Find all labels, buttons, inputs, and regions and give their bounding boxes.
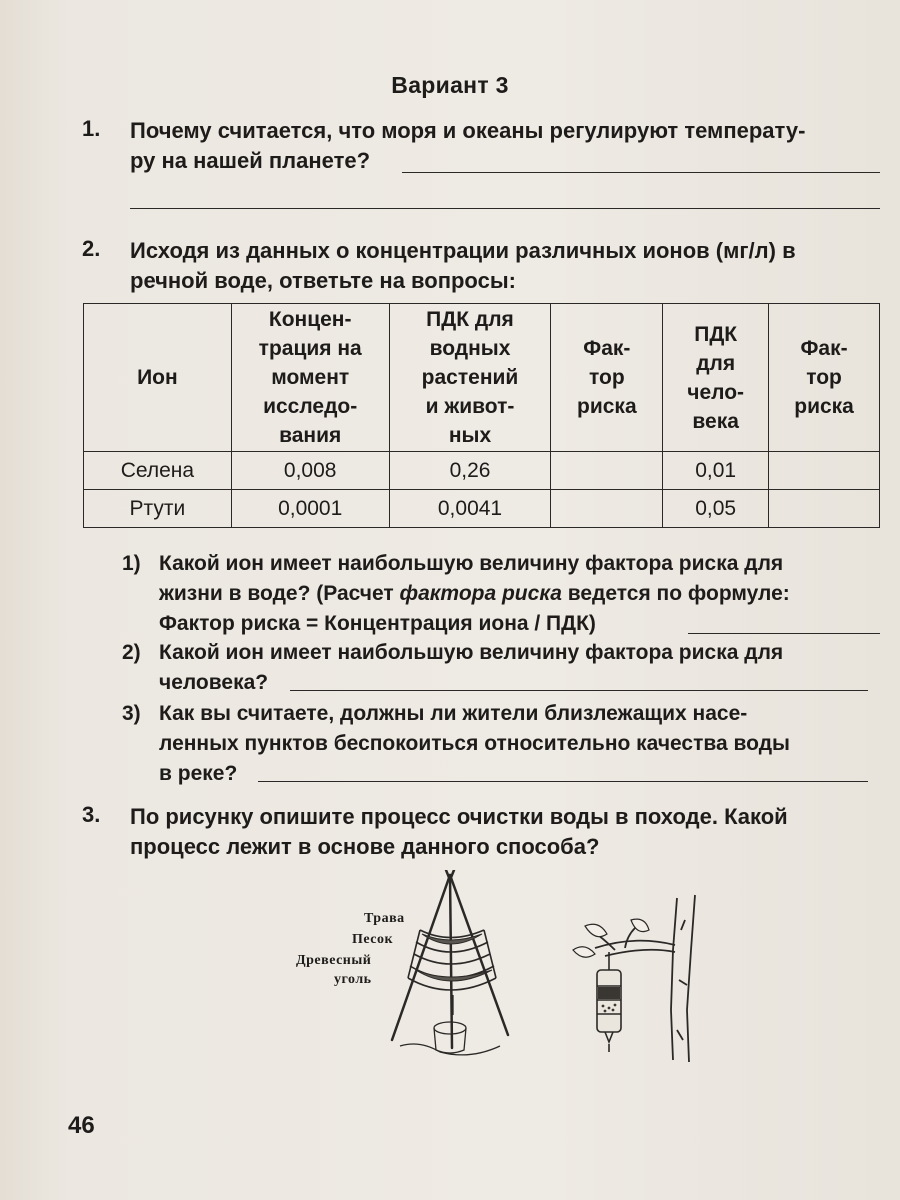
bottle-filter-illustration	[555, 890, 735, 1070]
q2-sub1: 1) Какой ион имеет наибольшую величину фактора риска для жизни в воде? (Расчет фактора риска ведется по формуле: Фактор риска = Концентрация иона / ПДК)	[122, 552, 790, 635]
q3-text	[130, 802, 882, 862]
cell-risk-human[interactable]	[769, 490, 880, 528]
q3-line2: процесс лежит в основе данного способа?	[130, 834, 600, 859]
tripod-filter-illustration	[380, 870, 530, 1080]
table-row	[84, 452, 880, 490]
label-charcoal-1: Древесный	[296, 953, 372, 968]
cell-risk-water[interactable]	[551, 490, 663, 528]
q1-line2: ру на нашей планете?	[130, 148, 371, 173]
header-concentration: Концен- трация на момент исследо- вания	[231, 304, 389, 452]
q3-line1: По рисунку опишите процесс очистки воды в походе. Какой	[130, 804, 788, 829]
q3-number: 3.	[82, 802, 101, 827]
q1-answer-line-2[interactable]	[130, 208, 880, 209]
q1-answer-line-1[interactable]	[402, 172, 880, 173]
cell-pdk-water: 0,26	[389, 452, 551, 490]
q2-sub3: 3) Как вы считаете, должны ли жители близлежащих насе- ленных пунктов беспокоиться относительно качества воды в реке?	[122, 702, 790, 785]
q2-sub2-answer-line[interactable]	[290, 690, 868, 691]
cell-concentration: 0,0001	[231, 490, 389, 528]
q2-sub1-answer-line[interactable]	[688, 633, 880, 634]
header-pdk-human: ПДК для чело- века	[663, 304, 769, 452]
ion-concentration-table	[83, 303, 880, 528]
cell-pdk-water: 0,0041	[389, 490, 551, 528]
table-header-row	[84, 304, 880, 452]
cell-ion: Ртути	[84, 490, 232, 528]
label-sand: Песок	[352, 932, 394, 947]
label-grass: Трава	[364, 911, 405, 926]
cell-risk-water[interactable]	[551, 452, 663, 490]
cell-risk-human[interactable]	[769, 452, 880, 490]
q2-sub3-answer-line[interactable]	[258, 781, 868, 782]
q2-line2: речной воде, ответьте на вопросы:	[130, 268, 516, 293]
header-risk-factor-human: Фак- тор риска	[769, 304, 880, 452]
cell-concentration: 0,008	[231, 452, 389, 490]
cell-ion: Селена	[84, 452, 232, 490]
header-pdk-water: ПДК для водных растений и живот- ных	[389, 304, 551, 452]
label-charcoal-2: уголь	[334, 972, 372, 987]
q1-text	[130, 116, 882, 176]
q2-text	[130, 236, 882, 296]
variant-title: Вариант 3	[391, 72, 509, 98]
cell-pdk-human: 0,05	[663, 490, 769, 528]
q2-line1: Исходя из данных о концентрации различных ионов (мг/л) в	[130, 238, 796, 263]
header-risk-factor-water: Фак- тор риска	[551, 304, 663, 452]
q1-number: 1.	[82, 116, 101, 141]
header-ion: Ион	[84, 304, 232, 452]
q2-sub2: 2) Какой ион имеет наибольшую величину фактора риска для человека?	[122, 641, 784, 694]
cell-pdk-human: 0,01	[663, 452, 769, 490]
table-row	[84, 490, 880, 528]
q1-line1: Почему считается, что моря и океаны регулируют температу-	[130, 118, 806, 143]
q2-number: 2.	[82, 236, 101, 261]
page-number: 46	[68, 1112, 95, 1139]
